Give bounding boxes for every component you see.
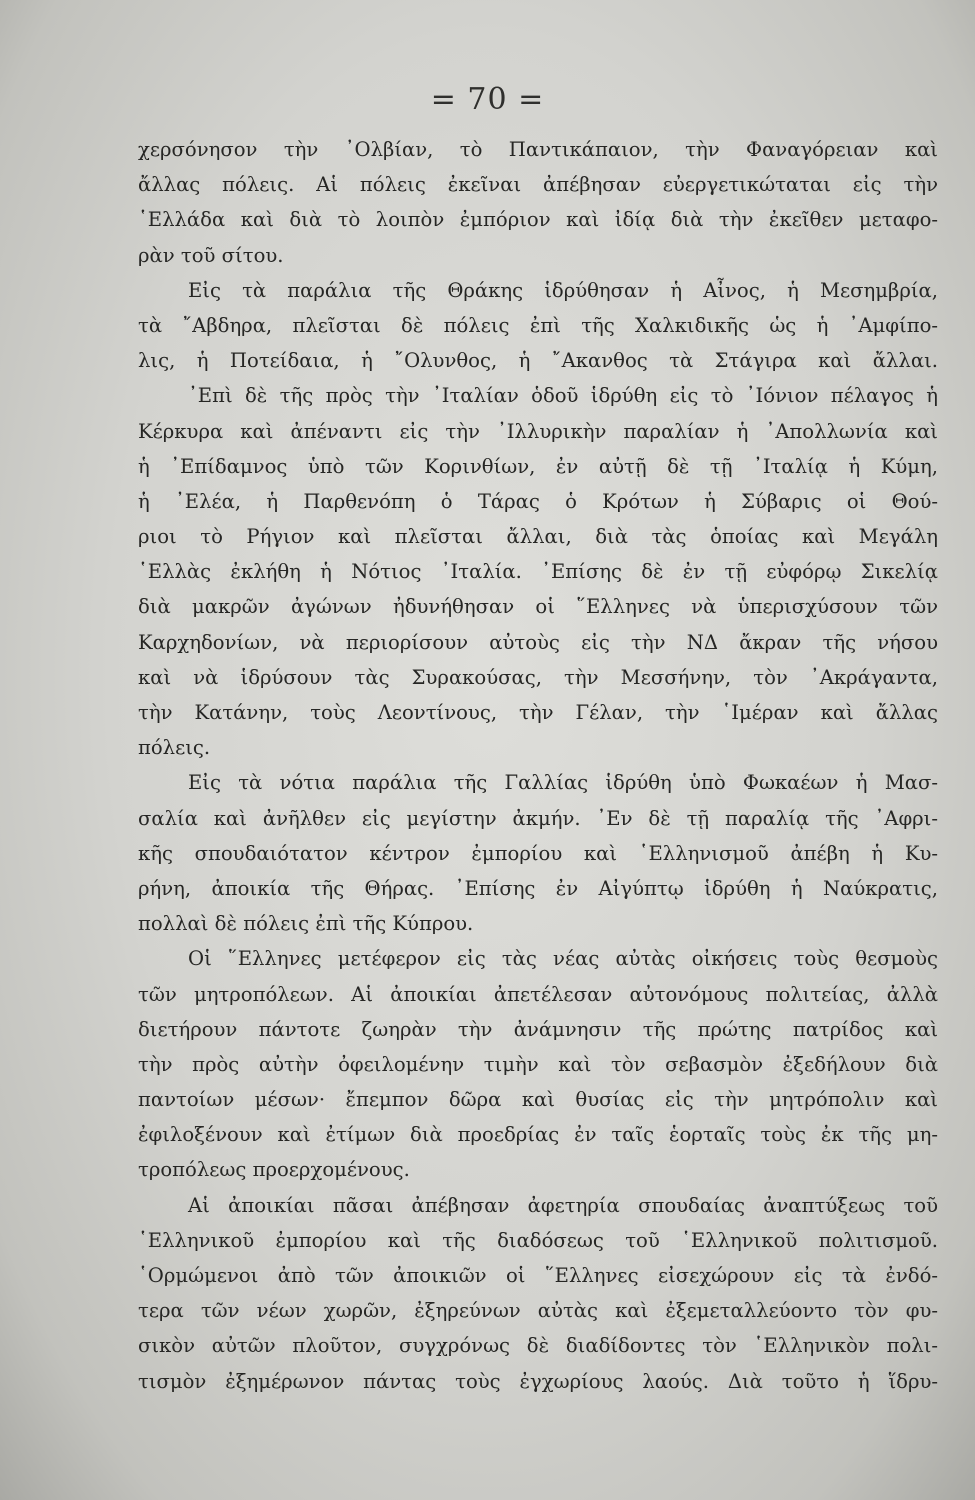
text-line: ῾Ελλὰς ἐκλήθη ἡ Νότιος ᾿Ιταλία. ᾿Επίσης δὲ ἐν τῇ εὐφόρῳ Σικελίᾳ <box>138 560 938 584</box>
text-line: ρήνη, ἀποικία τῆς Θήρας. ᾿Επίσης ἐν Αἰγύπτῳ ἱδρύθη ἡ Ναύκρατις, <box>138 876 938 900</box>
text-line: Εἰς τὰ παράλια τῆς Θράκης ἱδρύθησαν ἡ Αἶνος, ἡ Μεσημβρία, <box>188 278 938 302</box>
text-line: σαλία καὶ ἀνῆλθεν εἰς μεγίστην ἀκμήν. ᾿Εν δὲ τῇ παραλίᾳ τῆς ᾿Αφρι- <box>138 806 938 830</box>
text-line: τὴν Κατάνην, τοὺς Λεοντίνους, τὴν Γέλαν, τὴν ῾Ιμέραν καὶ ἄλλας <box>138 701 938 724</box>
text-line: τισμὸν ἐξημέρωνον πάντας τοὺς ἐγχωρίους λαούς. Διὰ τοῦτο ἡ ἵδρυ- <box>138 1369 938 1393</box>
text-line: λις, ἡ Ποτείδαια, ἡ ῎Ολυνθος, ἡ ῎Ακανθος τὰ Στάγιρα καὶ ἄλλαι. <box>138 349 938 373</box>
text-line: τὰ ῎Αβδηρα, πλεῖσται δὲ πόλεις ἐπὶ τῆς Χαλκιδικῆς ὡς ἡ ᾿Αμφίπο- <box>138 313 938 337</box>
text-line: Κέρκυρα καὶ ἀπέναντι εἰς τὴν ᾿Ιλλυρικὴν παραλίαν ἡ ᾿Απολλωνία καὶ <box>138 419 938 443</box>
text-line: διὰ μακρῶν ἀγώνων ἠδυνήθησαν οἱ ῞Ελληνες νὰ ὑπερισχύσουν τῶν <box>138 595 938 619</box>
text-line: Αἱ ἀποικίαι πᾶσαι ἀπέβησαν ἀφετηρία σπουδαίας ἀναπτύξεως τοῦ <box>188 1193 938 1217</box>
text-line: ριοι τὸ Ρήγιον καὶ πλεῖσται ἄλλαι, διὰ τὰς ὁποίας καὶ Μεγάλη <box>138 525 938 549</box>
text-line: διετήρουν πάντοτε ζωηρὰν τὴν ἀνάμνησιν τῆς πρώτης πατρίδος καὶ <box>138 1017 938 1041</box>
text-line: ῾Ορμώμενοι ἀπὸ τῶν ἀποικιῶν οἱ ῞Ελληνες εἰσεχώρουν εἰς τὰ ἐνδό- <box>138 1264 938 1287</box>
text-line: πόλεις. <box>138 736 211 760</box>
text-line: πολλαὶ δὲ πόλεις ἐπὶ τῆς Κύπρου. <box>138 912 474 936</box>
text-line: ἡ ᾿Ελέα, ἡ Παρθενόπη ὁ Τάρας ὁ Κρότων ἡ Σύβαρις οἱ Θού- <box>138 489 938 513</box>
text-line: ἄλλας πόλεις. Αἱ πόλεις ἐκεῖναι ἀπέβησαν εὐεργετικώταται εἰς τὴν <box>138 173 938 197</box>
page-number: = 70 = <box>430 82 545 117</box>
text-line: ἡ ᾿Επίδαμνος ὑπὸ τῶν Κορινθίων, ἐν αὐτῇ δὲ τῇ ᾿Ιταλίᾳ ἡ Κύμη, <box>138 454 938 478</box>
text-line: Καρχηδονίων, νὰ περιορίσουν αὐτοὺς εἰς τὴν ΝΔ ἄκραν τῆς νήσου <box>138 630 938 654</box>
text-line: παντοίων μέσων· ἔπεμπον δῶρα καὶ θυσίας εἰς τὴν μητρόπολιν καὶ <box>138 1088 938 1112</box>
text-line: τὴν πρὸς αὐτὴν ὀφειλομένην τιμὴν καὶ τὸν σεβασμὸν ἐξεδήλουν διὰ <box>138 1052 938 1076</box>
text-line: σικὸν αὐτῶν πλοῦτον, συγχρόνως δὲ διαδίδοντες τὸν ῾Ελληνικὸν πολι- <box>138 1334 938 1358</box>
text-line: χερσόνησον τὴν ᾿Ολβίαν, τὸ Παντικάπαιον, τὴν Φαναγόρειαν καὶ <box>138 138 938 161</box>
text-line: ῾Ελλάδα καὶ διὰ τὸ λοιπὸν ἐμπόριον καὶ ἰδίᾳ διὰ τὴν ἐκεῖθεν μεταφο- <box>138 208 938 232</box>
body-text <box>138 132 938 1399</box>
text-line: Εἰς τὰ νότια παράλια τῆς Γαλλίας ἱδρύθη ὑπὸ Φωκαέων ἡ Μασ- <box>188 771 938 795</box>
text-line: ᾿Επὶ δὲ τῆς πρὸς τὴν ᾿Ιταλίαν ὁδοῦ ἱδρύθη εἰς τὸ ᾿Ιόνιον πέλαγος ἡ <box>188 384 938 408</box>
text-line: καὶ νὰ ἱδρύσουν τὰς Συρακούσας, τὴν Μεσσήνην, τὸν ᾿Ακράγαντα, <box>138 665 938 689</box>
text-line: ἐφιλοξένουν καὶ ἐτίμων διὰ προεδρίας ἐν ταῖς ἑορταῖς τοὺς ἐκ τῆς μη- <box>138 1123 938 1147</box>
text-line: ρὰν τοῦ σίτου. <box>138 243 284 267</box>
text-line: τροπόλεως προερχομένους. <box>138 1158 410 1182</box>
text-line: ῾Ελληνικοῦ ἐμπορίου καὶ τῆς διαδόσεως τοῦ ῾Ελληνικοῦ πολιτισμοῦ. <box>138 1228 938 1252</box>
text-line: Οἱ ῞Ελληνες μετέφερον εἰς τὰς νέας αὐτὰς οἰκήσεις τοὺς θεσμοὺς <box>188 947 938 971</box>
text-line: κῆς σπουδαιότατον κέντρον ἐμπορίου καὶ ῾Ελληνισμοῦ ἀπέβη ἡ Κυ- <box>138 841 938 865</box>
text-line: τερα τῶν νέων χωρῶν, ἐξηρεύνων αὐτὰς καὶ ἐξεμεταλλεύοντο τὸν φυ- <box>138 1299 938 1323</box>
text-line: τῶν μητροπόλεων. Αἱ ἀποικίαι ἀπετέλεσαν αὐτονόμους πολιτείας, ἀλλὰ <box>138 982 938 1006</box>
